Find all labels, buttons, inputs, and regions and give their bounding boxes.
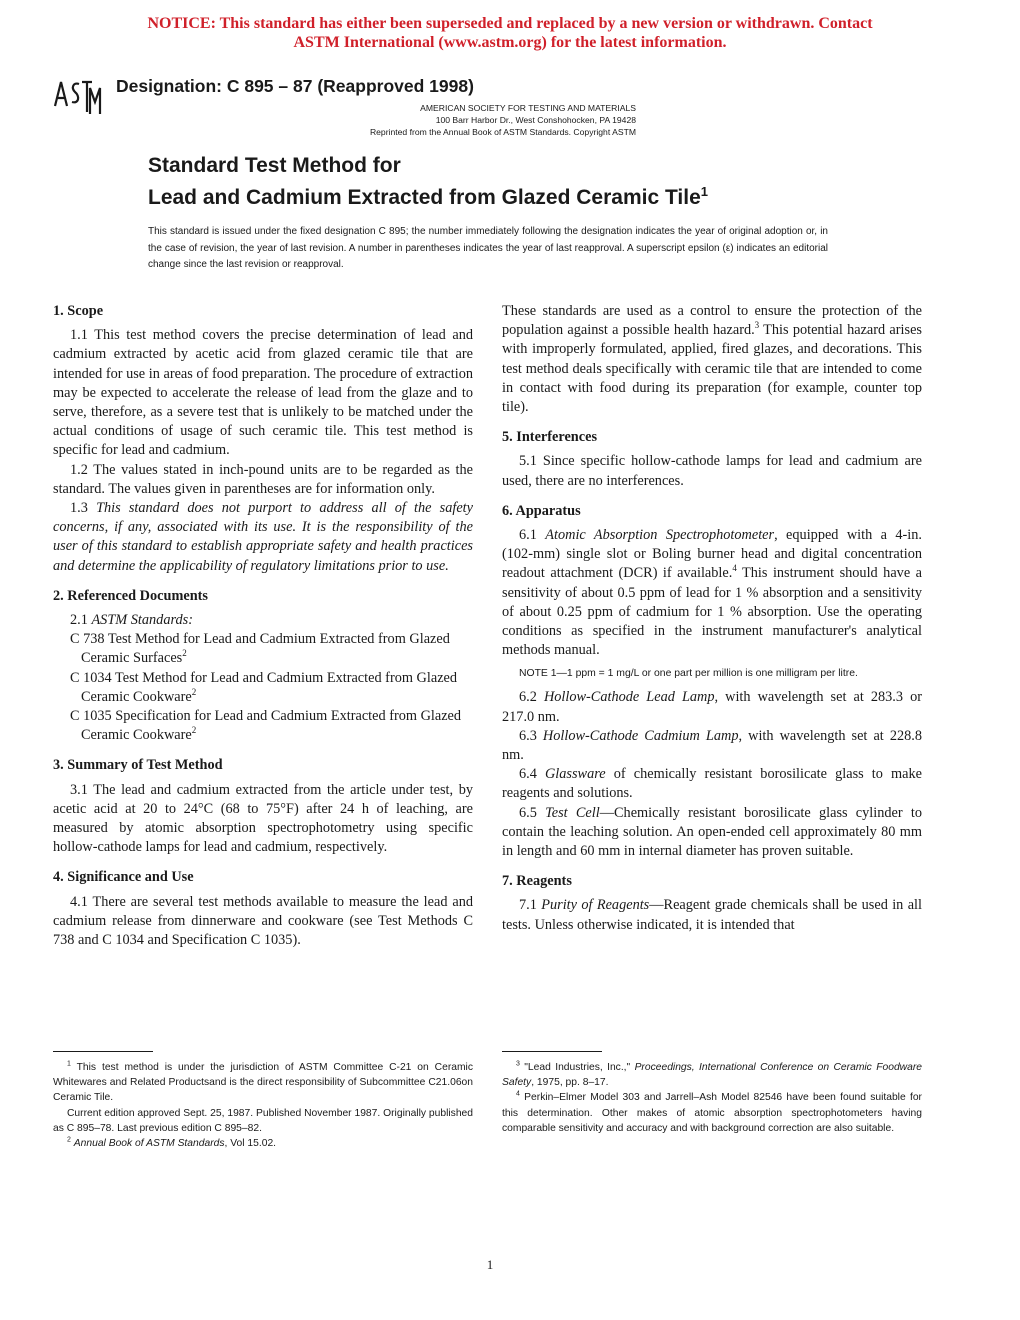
ref-c1034: C 1034 Test Method for Lead and Cadmium Extracted from Glazed Ceramic Cookware$^2$: [70, 669, 458, 705]
scope-1-3: 1.3 This standard does not purport to address all of the safety concerns, if any, associated with its use. It is the responsibility of the user of this standard to establish appropriate safety and health practices and determine the applicability of regulatory limitations prior to use.: [53, 500, 473, 574]
apparatus-6-1: 6.1 Atomic Absorption Spectrophotometer, equipped with a 4-in. (102-mm) single slot or Boling burner head and digital concentration readout attachment (DCR) if available.$^4$ This instrument should have a sensitivity of about 0.5 ppm of lead for 1 % absorption and a sensitivity of about 0.25 ppm of cadmium for 1 % absorption. Use the operating conditions as specified in the instrument manufacturer's analytical methods manual.: [502, 527, 922, 659]
society-address: 100 Barr Harbor Dr., West Conshohocken, PA 19428: [435, 115, 636, 125]
apparatus-6-5: 6.5 Test Cell—Chemically resistant borosilicate glass cylinder to contain the leaching solution. An open-ended cell approximately 80 mm in length and 60 mm in internal diameter has proven suitable.: [502, 804, 923, 860]
notice-banner: [0, 14, 1020, 52]
designation: Designation: C 895 – 87 (Reapproved 1998): [116, 76, 474, 96]
footnote-1: $^1$ This test method is under the jurisdiction of ASTM Committee C-21 on Ceramic Whitewares and Related Productsand is the direct responsibility of Subcommittee C21.06on Ceramic Tile.: [53, 1060, 473, 1104]
notice-line-2: ASTM International (www.astm.org) for the latest information.: [293, 34, 727, 51]
apparatus-6-3: 6.3 Hollow-Cathode Cadmium Lamp, with wavelength set at 228.8 nm.: [502, 727, 922, 764]
scope-heading: 1. Scope: [53, 303, 104, 319]
title-footnote-mark: 1: [700, 184, 709, 199]
interferences-5-1: 5.1 Since specific hollow-cathode lamps for lead and cadmium are used, there are no interferences.: [502, 453, 922, 489]
footnote-1-edition: Current edition approved Sept. 25, 1987. Published November 1987. Originally published as C 895–78. Last previous edition C 895–82.: [53, 1107, 473, 1134]
right-column: [502, 302, 922, 935]
left-column: [53, 302, 473, 950]
significance-4-1: 4.1 There are several test methods available to measure the lead and cadmium release from dinnerware and cookware (see Test Methods C 738 and C 1034 and Specification C 1035).: [53, 893, 473, 949]
interferences-heading: 5. Interferences: [502, 429, 598, 446]
title-line-2: Lead and Cadmium Extracted from Glazed Ceramic Tile$^1$: [148, 184, 709, 209]
footnotes-right: [502, 1060, 922, 1136]
issuance-note: This standard is issued under the fixed designation C 895; the number immediately following the designation indicates the year of original adoption or, in the case of revision, the year of last revision. A number in parentheses indicates the year of last reapproval. A superscript epsilon (ε) indicates an editorial change since the last revision or reapproval.: [148, 226, 828, 270]
apparatus-heading: 6. Apparatus: [502, 502, 581, 519]
footnote-2: $^2$ Annual Book of ASTM Standards, Vol 15.02.: [67, 1136, 277, 1150]
page-number: 1: [486, 1257, 494, 1272]
notice-line-1: NOTICE: This standard has either been superseded and replaced by a new version or withdrawn. Contact: [147, 15, 873, 32]
summary-heading: 3. Summary of Test Method: [53, 757, 223, 774]
society-name: AMERICAN SOCIETY FOR TESTING AND MATERIALS: [420, 103, 636, 113]
astm-standards-label: 2.1 ASTM Standards:: [70, 612, 193, 629]
significance-heading: 4. Significance and Use: [53, 869, 194, 886]
apparatus-note-1: NOTE 1—1 ppm = 1 mg/L or one part per million is one milligram per litre.: [519, 668, 858, 680]
ref-c738: C 738 Test Method for Lead and Cadmium Extracted from Glazed Ceramic Surfaces$^2$: [70, 631, 450, 667]
footnote-4: $^4$ Perkin–Elmer Model 303 and Jarrell–Ash Model 82546 have been found suitable for this determination. Other makes of atomic absorption spectrophotometers having comparable sensitivity and accuracy and with background correction are also suitable.: [502, 1090, 922, 1134]
footnotes-left: [53, 1060, 473, 1151]
referenced-heading: 2. Referenced Documents: [53, 587, 208, 604]
ref-c1035: C 1035 Specification for Lead and Cadmium Extracted from Glazed Ceramic Cookware$^2$: [70, 708, 462, 744]
reprint-note: Reprinted from the Annual Book of ASTM Standards. Copyright ASTM: [369, 127, 636, 137]
scope-1-2: 1.2 The values stated in inch-pound units are to be regarded as the standard. The values given in parentheses are for information only.: [53, 461, 473, 497]
reagents-7-1: 7.1 Purity of Reagents—Reagent grade chemicals shall be used in all tests. Unless otherwise indicated, it is intended that: [502, 897, 922, 933]
apparatus-6-2: 6.2 Hollow-Cathode Lead Lamp, with wavelength set at 283.3 or 217.0 nm.: [502, 689, 922, 725]
document-title: [148, 153, 708, 211]
footnote-rule-left: [53, 1051, 153, 1052]
society-block: [370, 102, 636, 138]
reagents-heading: 7. Reagents: [502, 873, 572, 890]
title-line-1: Standard Test Method for: [148, 154, 401, 177]
astm-logo: [52, 76, 102, 120]
significance-continued: These standards are used as a control to ensure the protection of the population against a possible health hazard.$^3$ This potential hazard arises with improperly formulated, applied, fired glazes, and decorations. This test method deals specifically with ceramic tile that are intended to come in contact with food during its preparation (for example, counter top tile).: [502, 303, 922, 416]
apparatus-6-4: 6.4 Glassware of chemically resistant borosilicate glass to make reagents and solutions.: [502, 766, 922, 802]
summary-3-1: 3.1 The lead and cadmium extracted from the article under test, by acetic acid at 20 to 24°C (68 to 75°F) after 24 h of leaching, are measured by atomic absorption spectrophotometry using specific hollow-cathode lamps for lead and cadmium, respectively.: [53, 781, 473, 856]
scope-1-1: 1.1 This test method covers the precise determination of lead and cadmium extracted by acetic acid from glazed ceramic tile that are intended for use in areas of food preparation. The procedure of extraction may be expected to accelerate the release of lead from the glaze and to serve, therefore, as a severe test that is unlikely to be matched under the actual conditions of usage of such ceramic tile. This test method is specific for lead and cadmium.: [53, 327, 473, 459]
footnote-3: $^3$ "Lead Industries, Inc.," Proceedings, International Conference on Ceramic Foodware Safety, 1975, pp. 8–17.: [502, 1060, 922, 1089]
footnote-rule-right: [502, 1051, 602, 1052]
